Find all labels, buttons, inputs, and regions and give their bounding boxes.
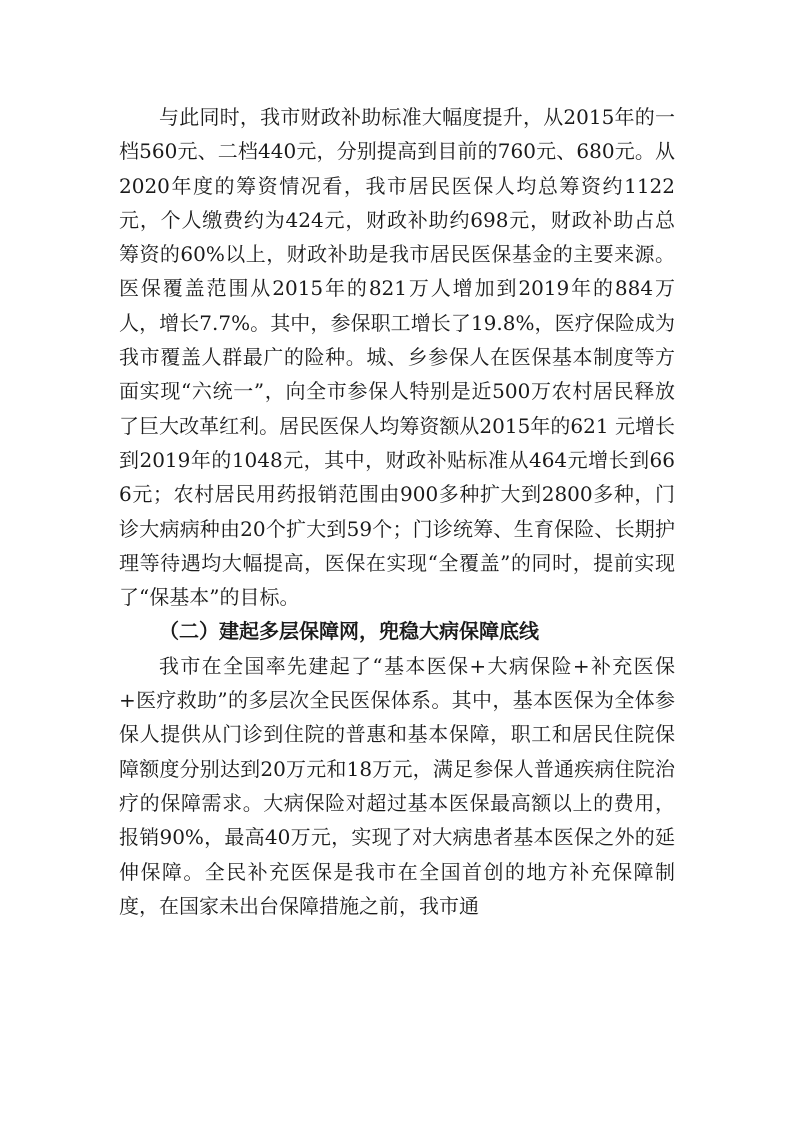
paragraph-multilevel-insurance: 我市在全国率先建起了“基本医保+大病保险+补充医保+医疗救助”的多层次全民医保体系。其中，基本医保为全体参保人提供从门诊到住院的普惠和基本保障，职工和居民住院保障额度分别达到20万元和18万元，满足参保人普通疾病住院治疗的保障需求。大病保险对超过基本医保最高额以上的费用，报销90%，最高40万元，实现了对大病患者基本医保之外的延伸保障。全民补充医保是我市在全国首创的地方补充保障制度，在国家未出台保障措施之前，我市通 <box>119 653 675 918</box>
section-heading-multilevel-protection: （二）建起多层保障网，兜稳大病保障底线 <box>159 619 539 644</box>
paragraph-financial-subsidy: 与此同时，我市财政补助标准大幅度提升，从2015年的一档560元、二档440元，分别提高到目前的760元、680元。从2020年度的筹资情况看，我市居民医保人均总筹资约1122元，个人缴费约为424元，财政补助约698元，财政补助占总筹资的60%以上，财政补助是我市居民医保基金的主要来源。医保覆盖范围从2015年的821万人增加到2019年的884万人，增长7.7%。其中，参保职工增长了19.8%，医疗保险成为我市覆盖人群最广的险种。城、乡参保人在医保基本制度等方面实现“六统一”，向全市参保人特别是近500万农村居民释放了巨大改革红利。居民医保人均筹资额从2015年的621 元增长到2019年的1048元，其中，财政补贴标准从464元增长到666元；农村居民用药报销范围由900多种扩大到2800多种，门诊大病病种由20个扩大到59个；门诊统筹、生育保险、长期护理等待遇均大幅提高，医保在实现“全覆盖”的同时，提前实现了“保基本”的目标。 <box>119 105 675 610</box>
document-body <box>119 100 675 923</box>
